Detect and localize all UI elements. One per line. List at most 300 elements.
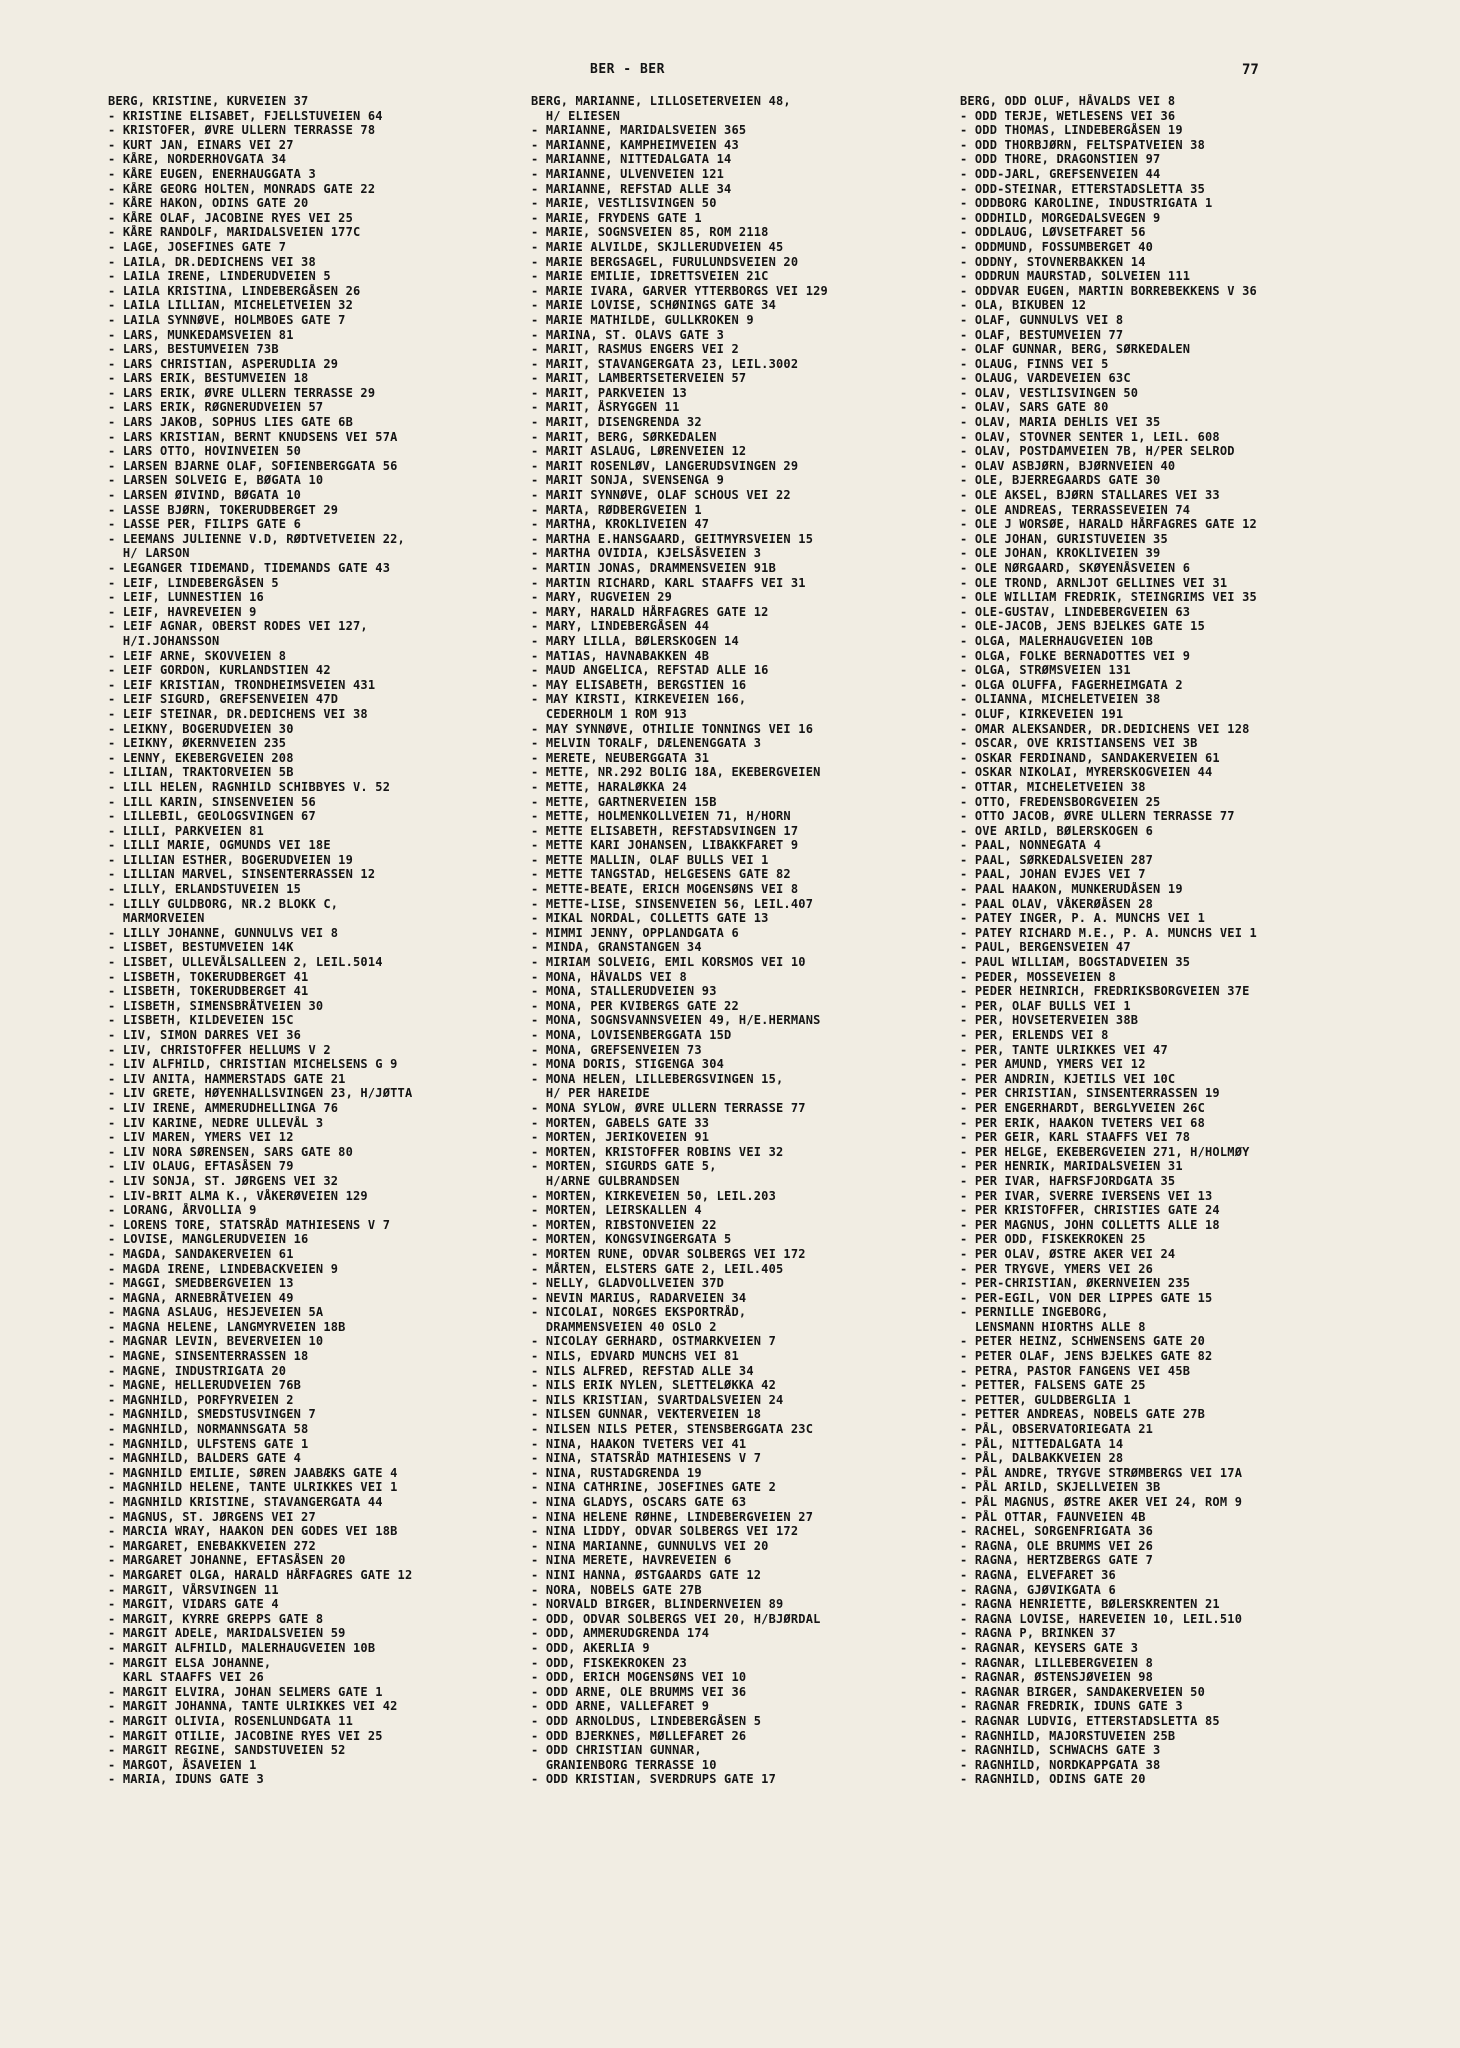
- directory-entry-line: - MARIE EMILIE, IDRETTSVEIEN 21C: [531, 269, 769, 284]
- directory-entry-line: - PETRA, PASTOR FANGENS VEI 45B: [960, 1363, 1191, 1378]
- directory-entry-line: - OLAV, POSTDAMVEIEN 7B, H/PER SELROD: [960, 444, 1235, 459]
- directory-entry-line: - PATEY INGER, P. A. MUNCHS VEI 1: [960, 911, 1206, 926]
- directory-entry-line: - METTE ELISABETH, REFSTADSVINGEN 17: [531, 823, 799, 838]
- directory-entry-line: - LAILA SYNNØVE, HOLMBOES GATE 7: [108, 312, 346, 327]
- directory-entry-line: - OLE NØRGAARD, SKØYENÅSVEIEN 6: [960, 561, 1191, 575]
- directory-entry-line: - LILLEBIL, GEOLOGSVINGEN 67: [108, 809, 316, 824]
- directory-entry-line: - NICOLAY GERHARD, OSTMARKVEIEN 7: [531, 1334, 777, 1349]
- directory-entry-line: - MORTEN, LEIRSKALLEN 4: [531, 1203, 702, 1218]
- directory-entry-line: - ODD ARNOLDUS, LINDEBERGÅSEN 5: [531, 1713, 762, 1728]
- directory-entry-line: - MORTEN, KIRKEVEIEN 50, LEIL.203: [531, 1188, 777, 1203]
- directory-entry-line: - MARIE LOVISE, SCHØNINGS GATE 34: [531, 298, 777, 313]
- directory-entry-line: - MÅRTEN, ELSTERS GATE 2, LEIL.405: [531, 1261, 784, 1276]
- directory-entry-line: - LARS ERIK, ØVRE ULLERN TERRASSE 29: [108, 385, 376, 400]
- directory-entry-line: - LEGANGER TIDEMAND, TIDEMANDS GATE 43: [108, 561, 391, 575]
- directory-entry-line: - MARIT SONJA, SVENSENGA 9: [531, 473, 725, 488]
- directory-entry-line: - MARIT ROSENLØV, LANGERUDSVINGEN 29: [531, 458, 799, 473]
- directory-entry-line: - NINA MERETE, HAVREVEIEN 6: [531, 1553, 732, 1568]
- directory-entry-line: - RAGNAR, ØSTENSJØVEIEN 98: [960, 1670, 1154, 1685]
- directory-entry-line: - LARS, MUNKEDAMSVEIEN 81: [108, 327, 294, 342]
- directory-entry-line: - OLE TROND, ARNLJOT GELLINES VEI 31: [960, 575, 1228, 590]
- directory-entry-line: - MONA, GREFSENVEIEN 73: [531, 1042, 702, 1057]
- directory-entry-line: - PÅL, OBSERVATORIEGATA 21: [960, 1422, 1154, 1437]
- directory-entry-line: - ODDVAR EUGEN, MARTIN BORREBEKKENS V 36: [960, 283, 1257, 298]
- directory-entry-line: - MAGNHILD, ULFSTENS GATE 1: [108, 1436, 309, 1451]
- directory-entry-line: - ODD KRISTIAN, SVERDRUPS GATE 17: [531, 1772, 777, 1787]
- directory-entry-line: - KÅRE GEORG HOLTEN, MONRADS GATE 22: [108, 181, 376, 196]
- directory-entry-line: - MARGIT OTILIE, JACOBINE RYES VEI 25: [108, 1728, 383, 1743]
- directory-entry-line: - OLAV, MARIA DEHLIS VEI 35: [960, 415, 1161, 430]
- directory-entry-line: - KRISTINE ELISABET, FJELLSTUVEIEN 64: [108, 108, 383, 123]
- directory-entry-line: - RAGNA, GJØVIKGATA 6: [960, 1582, 1116, 1597]
- directory-entry-line: - MARIA, IDUNS GATE 3: [108, 1772, 264, 1787]
- directory-entry-line: - LASSE PER, FILIPS GATE 6: [108, 517, 302, 532]
- page-number: 77: [1242, 62, 1259, 78]
- directory-entry-line: - PAUL, BERGENSVEIEN 47: [960, 940, 1131, 955]
- directory-entry-line: - LAILA, DR.DEDICHENS VEI 38: [108, 254, 316, 269]
- directory-entry-line: - LISBETH, KILDEVEIEN 15C: [108, 1013, 294, 1028]
- directory-entry-line: - LISBETH, TOKERUDBERGET 41: [108, 984, 309, 999]
- directory-entry-line: - ODD, AKERLIA 9: [531, 1640, 650, 1655]
- directory-entry-line: - MAGNA ASLAUG, HESJEVEIEN 5A: [108, 1305, 324, 1320]
- directory-entry-line: BERG, KRISTINE, KURVEIEN 37: [108, 94, 309, 108]
- directory-entry-line: - NINA, HAAKON TVETERS VEI 41: [531, 1436, 747, 1451]
- directory-entry-line: - MARY, LINDEBERGÅSEN 44: [531, 619, 710, 634]
- directory-entry-line: - MARGIT JOHANNA, TANTE ULRIKKES VEI 42: [108, 1699, 398, 1714]
- directory-entry-line: - NILSEN NILS PETER, STENSBERGGATA 23C: [531, 1422, 814, 1437]
- directory-entry-line: - LIV, SIMON DARRES VEI 36: [108, 1028, 302, 1042]
- directory-entry-line: - ODD TERJE, WETLESENS VEI 36: [960, 108, 1176, 123]
- directory-entry-line: - MARIANNE, KAMPHEIMVEIEN 43: [531, 137, 739, 152]
- directory-entry-line: - OLE WILLIAM FREDRIK, STEINGRIMS VEI 35: [960, 590, 1257, 605]
- directory-entry-line: - OLAF GUNNAR, BERG, SØRKEDALEN: [960, 342, 1191, 357]
- directory-entry-line: - MONA HELEN, LILLEBERGSVINGEN 15,: [531, 1071, 784, 1086]
- directory-entry-line: - MARIT, LAMBERTSETERVEIEN 57: [531, 371, 747, 386]
- directory-entry-line: - OVE ARILD, BØLERSKOGEN 6: [960, 823, 1154, 838]
- directory-entry-line: - LILLI, PARKVEIEN 81: [108, 823, 264, 838]
- directory-entry-line: - OMAR ALEKSANDER, DR.DEDICHENS VEI 128: [960, 721, 1250, 736]
- directory-entry-line: - MARGARET, ENEBAKKVEIEN 272: [108, 1538, 316, 1553]
- directory-entry-line: - LEIF AGNAR, OBERST RODES VEI 127,: [108, 619, 368, 634]
- directory-entry-line: - NINA, STATSRÅD MATHIESENS V 7: [531, 1451, 762, 1466]
- directory-entry-line: - MAY ELISABETH, BERGSTIEN 16: [531, 677, 747, 692]
- directory-entry-line: - MAGDA, SANDAKERVEIEN 61: [108, 1246, 294, 1261]
- directory-entry-line: - OLGA, STRØMSVEIEN 131: [960, 663, 1131, 678]
- directory-entry-line: - PÅL ARILD, SKJELLVEIEN 3B: [960, 1480, 1161, 1495]
- directory-entry-line: - MARIT, BERG, SØRKEDALEN: [531, 429, 717, 444]
- directory-entry-line: - ODD THORBJØRN, FELTSPATVEIEN 38: [960, 137, 1206, 152]
- directory-entry-line: - OSKAR NIKOLAI, MYRERSKOGVEIEN 44: [960, 765, 1213, 780]
- directory-entry-line: - OLE JOHAN, KROKLIVEIEN 39: [960, 546, 1161, 561]
- directory-entry-line: - PER ODD, FISKEKROKEN 25: [960, 1232, 1146, 1247]
- directory-entry-line: - MORTEN, KRISTOFFER ROBINS VEI 32: [531, 1144, 784, 1159]
- directory-entry-line: - MIKAL NORDAL, COLLETTS GATE 13: [531, 911, 769, 926]
- directory-entry-line: - MARGIT ADELE, MARIDALSVEIEN 59: [108, 1626, 346, 1641]
- directory-entry-line: - MAGNE, INDUSTRIGATA 20: [108, 1363, 287, 1378]
- directory-entry-line: - MARTIN JONAS, DRAMMENSVEIEN 91B: [531, 561, 777, 575]
- directory-entry-line: - MONA, HÅVALDS VEI 8: [531, 969, 687, 984]
- directory-entry-line: - ODD, AMMERUDGRENDA 174: [531, 1626, 710, 1641]
- directory-entry-line: - PAAL OLAV, VÅKERØÅSEN 28: [960, 896, 1154, 911]
- directory-entry-line: - PER OLAV, ØSTRE AKER VEI 24: [960, 1246, 1176, 1261]
- directory-entry-line: - LASSE BJØRN, TOKERUDBERGET 29: [108, 502, 339, 517]
- directory-entry-line: - PER-EGIL, VON DER LIPPES GATE 15: [960, 1290, 1213, 1305]
- column-1: [108, 94, 538, 1787]
- directory-entry-line: - PER IVAR, SVERRE IVERSENS VEI 13: [960, 1188, 1213, 1203]
- directory-entry-line: - MARIE BERGSAGEL, FURULUNDSVEIEN 20: [531, 254, 799, 269]
- directory-entry-line: - MONA, PER KVIBERGS GATE 22: [531, 998, 739, 1013]
- directory-entry-line: - LOVISE, MANGLERUDVEIEN 16: [108, 1232, 309, 1247]
- directory-entry-line: - LIV OLAUG, EFTASÅSEN 79: [108, 1159, 294, 1174]
- directory-entry-line: - METTE, NR.292 BOLIG 18A, EKEBERGVEIEN: [531, 765, 821, 780]
- directory-entry-line: - NINA LIDDY, ODVAR SOLBERGS VEI 172: [531, 1524, 799, 1539]
- directory-entry-line: - OLAV, STOVNER SENTER 1, LEIL. 608: [960, 429, 1220, 444]
- directory-entry-line: - MARGIT, KYRRE GREPPS GATE 8: [108, 1611, 324, 1626]
- directory-entry-line: - MARGIT REGINE, SANDSTUVEIEN 52: [108, 1743, 346, 1758]
- directory-entry-line: - OLE-JACOB, JENS BJELKES GATE 15: [960, 619, 1206, 634]
- directory-entry-line: H/I.JOHANSSON: [108, 633, 220, 648]
- directory-entry-line: - PÅL OTTAR, FAUNVEIEN 4B: [960, 1509, 1146, 1524]
- directory-entry-line: - LAGE, JOSEFINES GATE 7: [108, 239, 287, 254]
- directory-entry-line: - LAILA LILLIAN, MICHELETVEIEN 32: [108, 298, 354, 313]
- directory-entry-line: - PETTER, FALSENS GATE 25: [960, 1378, 1146, 1393]
- directory-entry-line: - PER ERIK, HAAKON TVETERS VEI 68: [960, 1115, 1206, 1130]
- directory-entry-line: - KURT JAN, EINARS VEI 27: [108, 137, 294, 152]
- directory-entry-line: - MAGNHILD KRISTINE, STAVANGERGATA 44: [108, 1495, 383, 1509]
- directory-entry-line: - OLAUG, FINNS VEI 5: [960, 356, 1109, 371]
- directory-entry-line: - OLAF, BESTUMVEIEN 77: [960, 327, 1124, 342]
- directory-entry-line: - LILLY, ERLANDSTUVEIEN 15: [108, 882, 302, 897]
- directory-entry-line: - METTE, HOLMENKOLLVEIEN 71, H/HORN: [531, 809, 791, 824]
- directory-entry-line: - MAGNE, SINSENTERRASSEN 18: [108, 1349, 309, 1364]
- directory-entry-line: - MIRIAM SOLVEIG, EMIL KORSMOS VEI 10: [531, 955, 806, 970]
- directory-entry-line: - LEEMANS JULIENNE V.D, RØDTVETVEIEN 22,: [108, 531, 405, 546]
- directory-entry-line: - ODD CHRISTIAN GUNNAR,: [531, 1743, 702, 1758]
- directory-entry-line: - LILLI MARIE, OGMUNDS VEI 18E: [108, 838, 331, 853]
- directory-entry-line: - LIV, CHRISTOFFER HELLUMS V 2: [108, 1042, 331, 1057]
- directory-entry-line: - MAGNUS, ST. JØRGENS VEI 27: [108, 1509, 316, 1524]
- directory-entry-line: - PER MAGNUS, JOHN COLLETTS ALLE 18: [960, 1217, 1220, 1232]
- directory-entry-line: - NINA GLADYS, OSCARS GATE 63: [531, 1495, 747, 1509]
- page-header: [0, 62, 1460, 84]
- directory-entry-line: - PER, OLAF BULLS VEI 1: [960, 998, 1131, 1013]
- directory-entry-line: - RAGNA, HERTZBERGS GATE 7: [960, 1553, 1154, 1568]
- directory-entry-line: - MARIANNE, ULVENVEIEN 121: [531, 166, 725, 181]
- directory-entry-line: - LARS CHRISTIAN, ASPERUDLIA 29: [108, 356, 339, 371]
- directory-entry-line: - NILS, EDVARD MUNCHS VEI 81: [531, 1349, 739, 1364]
- directory-entry-line: DRAMMENSVEIEN 40 OSLO 2: [531, 1319, 717, 1334]
- directory-entry-line: - RAGNA HENRIETTE, BØLERSKRENTEN 21: [960, 1597, 1220, 1612]
- directory-entry-line: KARL STAAFFS VEI 26: [108, 1670, 264, 1685]
- directory-entry-line: - LEIKNY, ØKERNVEIEN 235: [108, 736, 287, 751]
- directory-entry-line: - LARSEN ØIVIND, BØGATA 10: [108, 488, 302, 503]
- directory-entry-line: - OLAV, VESTLISVINGEN 50: [960, 385, 1139, 400]
- directory-entry-line: CEDERHOLM 1 ROM 913: [531, 706, 687, 721]
- directory-entry-line: - MARGARET JOHANNE, EFTASÅSEN 20: [108, 1553, 346, 1568]
- directory-entry-line: - MORTEN, GABELS GATE 33: [531, 1115, 710, 1130]
- directory-entry-line: - MAUD ANGELICA, REFSTAD ALLE 16: [531, 663, 769, 678]
- directory-entry-line: - ODD ARNE, VALLEFARET 9: [531, 1699, 710, 1714]
- directory-entry-line: - PER GEIR, KARL STAAFFS VEI 78: [960, 1130, 1191, 1145]
- directory-entry-line: - MARGIT, VIDARS GATE 4: [108, 1597, 279, 1612]
- directory-entry-line: - MORTEN, JERIKOVEIEN 91: [531, 1130, 710, 1145]
- directory-entry-line: - PER HENRIK, MARIDALSVEIEN 31: [960, 1159, 1183, 1174]
- directory-entry-line: - MERETE, NEUBERGGATA 31: [531, 750, 710, 765]
- directory-entry-line: - KÅRE OLAF, JACOBINE RYES VEI 25: [108, 210, 354, 225]
- directory-entry-line: - MAGNA, ARNEBRÅTVEIEN 49: [108, 1290, 294, 1305]
- directory-entry-line: - MORTEN, KONGSVINGERGATA 5: [531, 1232, 732, 1247]
- directory-entry-line: - MARIANNE, REFSTAD ALLE 34: [531, 181, 732, 196]
- directory-entry-line: - MAGNAR LEVIN, BEVERVEIEN 10: [108, 1334, 324, 1349]
- directory-entry-line: - PER IVAR, HAFRSFJORDGATA 35: [960, 1173, 1176, 1188]
- directory-entry-line: - MARIT, ÅSRYGGEN 11: [531, 400, 680, 415]
- directory-entry-line: - LAILA IRENE, LINDERUDVEIEN 5: [108, 269, 331, 284]
- directory-entry-line: - LIV KARINE, NEDRE ULLEVÅL 3: [108, 1115, 324, 1130]
- directory-entry-line: - ODD-STEINAR, ETTERSTADSLETTA 35: [960, 181, 1206, 196]
- directory-entry-line: - MARGARET OLGA, HARALD HÅRFAGRES GATE 12: [108, 1567, 413, 1582]
- directory-entry-line: - OLUF, KIRKEVEIEN 191: [960, 706, 1124, 721]
- directory-entry-line: - LIV NORA SØRENSEN, SARS GATE 80: [108, 1144, 354, 1159]
- directory-entry-line: - LILLIAN ESTHER, BOGERUDVEIEN 19: [108, 852, 354, 867]
- directory-entry-line: - MAY SYNNØVE, OTHILIE TONNINGS VEI 16: [531, 721, 814, 736]
- directory-entry-line: - LEIF SIGURD, GREFSENVEIEN 47D: [108, 692, 339, 707]
- directory-entry-line: - MONA DORIS, STIGENGA 304: [531, 1057, 725, 1072]
- directory-entry-line: - METTE, GARTNERVEIEN 15B: [531, 794, 717, 809]
- directory-entry-line: - MAGGI, SMEDBERGVEIEN 13: [108, 1276, 294, 1291]
- directory-entry-line: - NEVIN MARIUS, RADARVEIEN 34: [531, 1290, 747, 1305]
- directory-entry-line: - ODDRUN MAURSTAD, SOLVEIEN 111: [960, 269, 1191, 284]
- directory-entry-line: BERG, ODD OLUF, HÅVALDS VEI 8: [960, 94, 1176, 108]
- directory-entry-line: - NORVALD BIRGER, BLINDERNVEIEN 89: [531, 1597, 784, 1612]
- directory-entry-line: - LEIF, LINDEBERGÅSEN 5: [108, 575, 279, 590]
- directory-entry-line: - MARIE, FRYDENS GATE 1: [531, 210, 702, 225]
- directory-entry-line: - MARTHA E.HANSGAARD, GEITMYRSVEIEN 15: [531, 531, 814, 546]
- directory-entry-line: - NILS ERIK NYLEN, SLETTELØKKA 42: [531, 1378, 777, 1393]
- directory-entry-line: - MARY, RUGVEIEN 29: [531, 590, 673, 605]
- directory-entry-line: - MATIAS, HAVNABAKKEN 4B: [531, 648, 710, 663]
- directory-entry-line: - PAAL, JOHAN EVJES VEI 7: [960, 867, 1146, 882]
- directory-entry-line: - PER KRISTOFFER, CHRISTIES GATE 24: [960, 1203, 1220, 1218]
- directory-entry-line: - MAGNE, HELLERUDVEIEN 76B: [108, 1378, 302, 1393]
- directory-entry-line: - MARIE MATHILDE, GULLKROKEN 9: [531, 312, 754, 327]
- directory-entry-line: - MAGNHILD HELENE, TANTE ULRIKKES VEI 1: [108, 1480, 398, 1495]
- directory-entry-line: H/ LARSON: [108, 546, 190, 561]
- directory-entry-line: - PERNILLE INGEBORG,: [960, 1305, 1109, 1320]
- directory-entry-line: - PETTER ANDREAS, NOBELS GATE 27B: [960, 1407, 1206, 1422]
- directory-entry-line: - OLAV, SARS GATE 80: [960, 400, 1109, 415]
- directory-entry-line: - MAGDA IRENE, LINDEBACKVEIEN 9: [108, 1261, 339, 1276]
- directory-entry-line: - PEDER HEINRICH, FREDRIKSBORGVEIEN 37E: [960, 984, 1250, 999]
- directory-entry-line: - RAGNAR LUDVIG, ETTERSTADSLETTA 85: [960, 1713, 1220, 1728]
- directory-entry-line: - MARY LILLA, BØLERSKOGEN 14: [531, 633, 739, 648]
- directory-entry-line: - NICOLAI, NORGES EKSPORTRÅD,: [531, 1305, 747, 1320]
- directory-entry-line: - PER, TANTE ULRIKKES VEI 47: [960, 1042, 1168, 1057]
- directory-entry-line: - NINI HANNA, ØSTGAARDS GATE 12: [531, 1567, 762, 1582]
- directory-entry-line: - KÅRE, NORDERHOVGATA 34: [108, 152, 287, 167]
- directory-entry-line: - PAAL, NONNEGATA 4: [960, 838, 1102, 853]
- directory-entry-line: - ODD, FISKEKROKEN 23: [531, 1655, 687, 1670]
- directory-entry-line: - ODD THORE, DRAGONSTIEN 97: [960, 152, 1161, 167]
- directory-entry-line: - RACHEL, SORGENFRIGATA 36: [960, 1524, 1154, 1539]
- directory-entry-line: - OLA, BIKUBEN 12: [960, 298, 1087, 313]
- directory-entry-line: - LARS, BESTUMVEIEN 73B: [108, 342, 279, 357]
- directory-entry-line: - OLGA OLUFFA, FAGERHEIMGATA 2: [960, 677, 1183, 692]
- directory-entry-line: - PETER HEINZ, SCHWENSENS GATE 20: [960, 1334, 1206, 1349]
- directory-entry-line: - LARS ERIK, RØGNERUDVEIEN 57: [108, 400, 324, 415]
- directory-entry-line: - MONA SYLOW, ØVRE ULLERN TERRASSE 77: [531, 1100, 806, 1115]
- directory-entry-line: - MAGNHILD EMILIE, SØREN JAABÆKS GATE 4: [108, 1465, 398, 1480]
- directory-entry-line: - LARS ERIK, BESTUMVEIEN 18: [108, 371, 309, 386]
- directory-entry-line: - LEIF ARNE, SKOVVEIEN 8: [108, 648, 287, 663]
- directory-entry-line: - PAUL WILLIAM, BOGSTADVEIEN 35: [960, 955, 1191, 970]
- directory-entry-line: - ODD-JARL, GREFSENVEIEN 44: [960, 166, 1161, 181]
- directory-entry-line: - ODD BJERKNES, MØLLEFARET 26: [531, 1728, 747, 1743]
- directory-entry-line: - LARS KRISTIAN, BERNT KNUDSENS VEI 57A: [108, 429, 398, 444]
- directory-entry-line: - METTE-LISE, SINSENVEIEN 56, LEIL.407: [531, 896, 814, 911]
- directory-entry-line: - MARTHA, KROKLIVEIEN 47: [531, 517, 710, 532]
- directory-entry-line: - PER ANDRIN, KJETILS VEI 10C: [960, 1071, 1176, 1086]
- directory-entry-line: - OSCAR, OVE KRISTIANSENS VEI 3B: [960, 736, 1198, 751]
- directory-entry-line: - OLGA, FOLKE BERNADOTTES VEI 9: [960, 648, 1191, 663]
- directory-entry-line: - MARIANNE, MARIDALSVEIEN 365: [531, 123, 747, 138]
- directory-entry-line: - PER HELGE, EKEBERGVEIEN 271, H/HOLMØY: [960, 1144, 1250, 1159]
- directory-entry-line: - KÅRE EUGEN, ENERHAUGGATA 3: [108, 166, 316, 181]
- running-header: BER - BER: [590, 62, 665, 77]
- directory-entry-line: - MARGIT, VÅRSVINGEN 11: [108, 1582, 279, 1597]
- directory-entry-line: - RAGNA P, BRINKEN 37: [960, 1626, 1116, 1641]
- directory-entry-line: - ODDMUND, FOSSUMBERGET 40: [960, 239, 1154, 254]
- directory-entry-line: - LISBET, ULLEVÅLSALLEEN 2, LEIL.5014: [108, 955, 383, 970]
- directory-entry-line: - PETTER, GULDBERGLIA 1: [960, 1392, 1131, 1407]
- directory-entry-line: - LORANG, ÅRVOLLIA 9: [108, 1203, 257, 1218]
- directory-entry-line: - MORTEN RUNE, ODVAR SOLBERGS VEI 172: [531, 1246, 806, 1261]
- directory-entry-line: - KÅRE RANDOLF, MARIDALSVEIEN 177C: [108, 225, 361, 240]
- directory-entry-line: - LIV ANITA, HAMMERSTADS GATE 21: [108, 1071, 346, 1086]
- directory-entry-line: - PETER OLAF, JENS BJELKES GATE 82: [960, 1349, 1213, 1364]
- directory-entry-line: - METTE KARI JOHANSEN, LIBAKKFARET 9: [531, 838, 799, 853]
- directory-entry-line: - MARIT, STAVANGERGATA 23, LEIL.3002: [531, 356, 799, 371]
- directory-entry-line: - MARTHA OVIDIA, KJELSÅSVEIEN 3: [531, 546, 762, 561]
- directory-entry-line: - LILLIAN MARVEL, SINSENTERRASSEN 12: [108, 867, 376, 882]
- directory-entry-line: - ODD, ERICH MOGENSØNS VEI 10: [531, 1670, 747, 1685]
- directory-entry-line: - LARS JAKOB, SOPHUS LIES GATE 6B: [108, 415, 354, 430]
- directory-entry-line: H/ ELIESEN: [531, 108, 621, 123]
- directory-entry-line: - MINDA, GRANSTANGEN 34: [531, 940, 702, 955]
- directory-entry-line: - OLE-GUSTAV, LINDEBERGVEIEN 63: [960, 604, 1191, 619]
- directory-entry-line: - RAGNHILD, MAJORSTUVEIEN 25B: [960, 1728, 1176, 1743]
- directory-entry-line: - ODD, ODVAR SOLBERGS VEI 20, H/BJØRDAL: [531, 1611, 821, 1626]
- directory-entry-line: - ODDBORG KAROLINE, INDUSTRIGATA 1: [960, 196, 1213, 211]
- directory-entry-line: - ODDNY, STOVNERBAKKEN 14: [960, 254, 1146, 269]
- directory-entry-line: - MARIT, DISENGRENDA 32: [531, 415, 702, 430]
- directory-entry-line: - LEIKNY, BOGERUDVEIEN 30: [108, 721, 294, 736]
- directory-entry-line: - LIV GRETE, HØYENHALLSVINGEN 23, H/JØTTA: [108, 1086, 413, 1101]
- directory-entry-line: - MARIT ASLAUG, LØRENVEIEN 12: [531, 444, 747, 459]
- directory-entry-line: - RAGNAR, LILLEBERGVEIEN 8: [960, 1655, 1154, 1670]
- directory-entry-line: - ODDLAUG, LØVSETFARET 56: [960, 225, 1146, 240]
- directory-entry-line: - MARCIA WRAY, HAAKON DEN GODES VEI 18B: [108, 1524, 398, 1539]
- directory-entry-line: - PÅL MAGNUS, ØSTRE AKER VEI 24, ROM 9: [960, 1495, 1243, 1509]
- directory-entry-line: - MAGNHILD, NORMANNSGATA 58: [108, 1422, 309, 1437]
- directory-entry-line: - MARY, HARALD HÅRFAGRES GATE 12: [531, 604, 769, 619]
- directory-entry-line: LENSMANN HIORTHS ALLE 8: [960, 1319, 1146, 1334]
- directory-entry-line: - MARIE IVARA, GARVER YTTERBORGS VEI 129: [531, 283, 828, 298]
- directory-entry-line: - LISBETH, SIMENSBRÅTVEIEN 30: [108, 998, 324, 1013]
- directory-entry-line: - LAILA KRISTINA, LINDEBERGÅSEN 26: [108, 283, 361, 298]
- directory-entry-line: - PÅL ANDRE, TRYGVE STRØMBERGS VEI 17A: [960, 1465, 1243, 1480]
- directory-entry-line: - MARGIT ALFHILD, MALERHAUGVEIEN 10B: [108, 1640, 376, 1655]
- directory-entry-line: GRANIENBORG TERRASSE 10: [531, 1757, 717, 1772]
- directory-entry-line: - METTE-BEATE, ERICH MOGENSØNS VEI 8: [531, 882, 799, 897]
- directory-entry-line: - PATEY RICHARD M.E., P. A. MUNCHS VEI 1: [960, 925, 1257, 940]
- directory-entry-line: - LORENS TORE, STATSRÅD MATHIESENS V 7: [108, 1217, 391, 1232]
- directory-entry-line: - OLE, BJERREGAARDS GATE 30: [960, 473, 1161, 488]
- directory-entry-line: - LARS OTTO, HOVINVEIEN 50: [108, 444, 302, 459]
- directory-entry-line: - LENNY, EKEBERGVEIEN 208: [108, 750, 294, 765]
- directory-entry-line: - NINA MARIANNE, GUNNULVS VEI 20: [531, 1538, 769, 1553]
- directory-entry-line: - LARSEN BJARNE OLAF, SOFIENBERGGATA 56: [108, 458, 398, 473]
- directory-entry-line: - NINA HELENE RØHNE, LINDEBERGVEIEN 27: [531, 1509, 814, 1524]
- directory-entry-line: - MELVIN TORALF, DÆLENENGGATA 3: [531, 736, 762, 751]
- column-2: [531, 94, 961, 1787]
- directory-entry-line: - OLE J WORSØE, HARALD HÅRFAGRES GATE 12: [960, 517, 1257, 532]
- directory-entry-line: - LILIAN, TRAKTORVEIEN 5B: [108, 765, 294, 780]
- directory-entry-line: - MARGIT ELVIRA, JOHAN SELMERS GATE 1: [108, 1684, 383, 1699]
- directory-entry-line: - MONA, LOVISENBERGGATA 15D: [531, 1028, 732, 1042]
- directory-entry-line: - ODDHILD, MORGEDALSVEGEN 9: [960, 210, 1161, 225]
- directory-entry-line: - RAGNAR FREDRIK, IDUNS GATE 3: [960, 1699, 1183, 1714]
- directory-entry-line: - MARGIT ELSA JOHANNE,: [108, 1655, 272, 1670]
- directory-entry-line: - OTTO JACOB, ØVRE ULLERN TERRASSE 77: [960, 809, 1235, 824]
- directory-entry-line: - RAGNAR, KEYSERS GATE 3: [960, 1640, 1139, 1655]
- directory-entry-line: - RAGNA, OLE BRUMMS VEI 26: [960, 1538, 1154, 1553]
- directory-entry-line: - METTE MALLIN, OLAF BULLS VEI 1: [531, 852, 769, 867]
- column-3: [960, 94, 1400, 1787]
- directory-entry-line: - LEIF STEINAR, DR.DEDICHENS VEI 38: [108, 706, 368, 721]
- directory-entry-line: - PER ENGERHARDT, BERGLYVEIEN 26C: [960, 1100, 1206, 1115]
- directory-entry-line: - MONA, SOGNSVANNSVEIEN 49, H/E.HERMANS: [531, 1013, 821, 1028]
- directory-entry-line: - PER, HOVSETERVEIEN 38B: [960, 1013, 1139, 1028]
- directory-entry-line: - LIV ALFHILD, CHRISTIAN MICHELSENS G 9: [108, 1057, 398, 1072]
- directory-entry-line: - LILL HELEN, RAGNHILD SCHIBBYES V. 52: [108, 779, 391, 794]
- directory-entry-line: - PAAL HAAKON, MUNKERUDÅSEN 19: [960, 882, 1183, 897]
- directory-entry-line: - MAGNA HELENE, LANGMYRVEIEN 18B: [108, 1319, 346, 1334]
- directory-entry-line: - LIV-BRIT ALMA K., VÅKERØVEIEN 129: [108, 1188, 368, 1203]
- directory-entry-line: BERG, MARIANNE, LILLOSETERVEIEN 48,: [531, 94, 791, 108]
- directory-entry-line: - OLE AKSEL, BJØRN STALLARES VEI 33: [960, 488, 1220, 503]
- directory-entry-line: - LEIF, HAVREVEIEN 9: [108, 604, 257, 619]
- directory-entry-line: - MAGNHILD, PORFYRVEIEN 2: [108, 1392, 294, 1407]
- directory-entry-line: - PER, ERLENDS VEI 8: [960, 1028, 1109, 1042]
- directory-entry-line: - LILLY JOHANNE, GUNNULVS VEI 8: [108, 925, 339, 940]
- directory-entry-line: - MARIT SYNNØVE, OLAF SCHOUS VEI 22: [531, 488, 791, 503]
- directory-entry-line: - MAGNHILD, BALDERS GATE 4: [108, 1451, 302, 1466]
- directory-entry-line: - LIV MAREN, YMERS VEI 12: [108, 1130, 294, 1145]
- directory-entry-line: - MARTA, RØDBERGVEIEN 1: [531, 502, 702, 517]
- directory-entry-line: - PER-CHRISTIAN, ØKERNVEIEN 235: [960, 1276, 1191, 1291]
- directory-entry-line: - MARIT, PARKVEIEN 13: [531, 385, 687, 400]
- directory-entry-line: - MARGOT, ÅSAVEIEN 1: [108, 1757, 257, 1772]
- directory-entry-line: - OLAV ASBJØRN, BJØRNVEIEN 40: [960, 458, 1176, 473]
- directory-entry-line: - KRISTOFER, ØVRE ULLERN TERRASSE 78: [108, 123, 376, 138]
- directory-entry-line: - MARIE, SOGNSVEIEN 85, ROM 2118: [531, 225, 769, 240]
- directory-entry-line: - MARIE, VESTLISVINGEN 50: [531, 196, 717, 211]
- directory-entry-line: - NILS KRISTIAN, SVARTDALSVEIEN 24: [531, 1392, 784, 1407]
- directory-entry-line: - RAGNA, ELVEFARET 36: [960, 1567, 1116, 1582]
- directory-entry-line: - RAGNA LOVISE, HAREVEIEN 10, LEIL.510: [960, 1611, 1243, 1626]
- directory-entry-line: - PER AMUND, YMERS VEI 12: [960, 1057, 1146, 1072]
- directory-entry-line: - OLE JOHAN, GURISTUVEIEN 35: [960, 531, 1168, 546]
